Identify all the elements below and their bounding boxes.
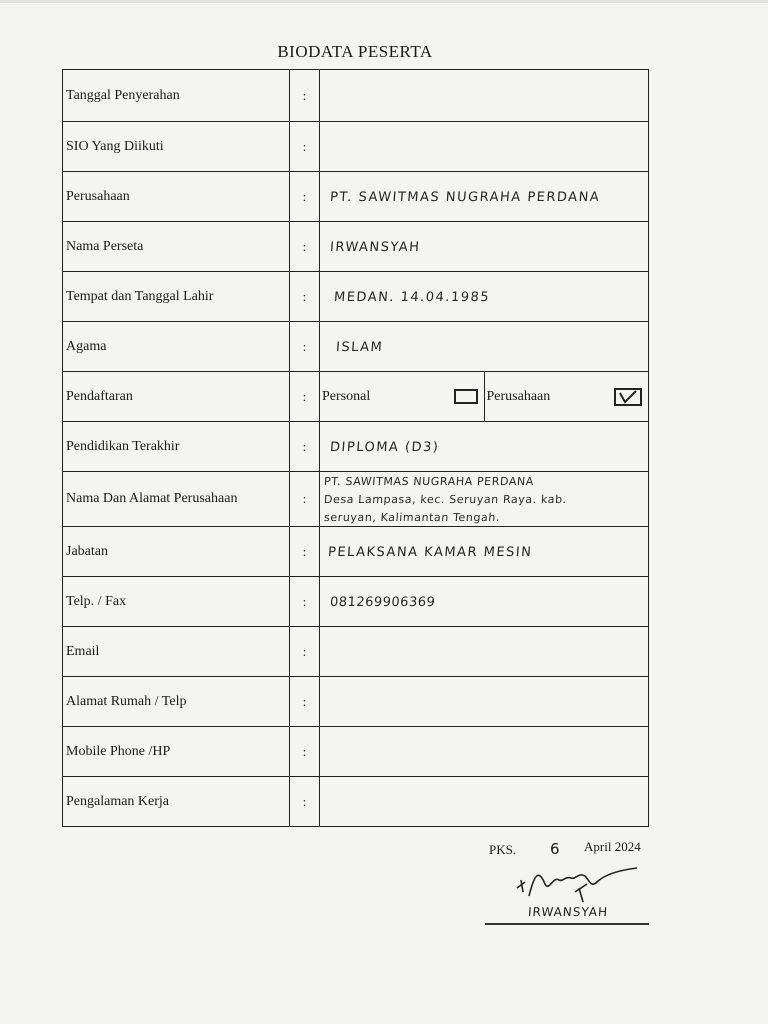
signature-line bbox=[485, 923, 649, 925]
row-colon: : bbox=[290, 422, 320, 472]
row-value bbox=[320, 577, 649, 627]
row-value bbox=[320, 122, 649, 172]
row-label: Jabatan bbox=[63, 527, 290, 577]
row-value bbox=[320, 627, 649, 677]
table-row bbox=[63, 122, 649, 172]
handwritten-value: IRWANSYAH bbox=[329, 239, 421, 255]
page-top-edge bbox=[0, 0, 768, 3]
row-colon: : bbox=[290, 70, 320, 122]
table-row bbox=[63, 527, 649, 577]
personal-checkbox[interactable] bbox=[454, 389, 478, 404]
row-value bbox=[320, 70, 649, 122]
row-label: Nama Perseta bbox=[63, 222, 290, 272]
signature-name: IRWANSYAH bbox=[527, 905, 609, 919]
row-colon: : bbox=[290, 122, 320, 172]
row-value bbox=[320, 472, 649, 527]
row-label: Pendaftaran bbox=[63, 372, 290, 422]
row-value bbox=[320, 272, 649, 322]
row-value bbox=[320, 222, 649, 272]
row-colon: : bbox=[290, 172, 320, 222]
table-row bbox=[63, 577, 649, 627]
row-colon: : bbox=[290, 222, 320, 272]
row-colon: : bbox=[290, 527, 320, 577]
option-personal[interactable] bbox=[320, 372, 484, 421]
row-colon: : bbox=[290, 322, 320, 372]
biodata-table bbox=[62, 69, 649, 827]
table-row bbox=[63, 372, 649, 422]
check-mark-icon bbox=[616, 390, 640, 404]
handwritten-value: DIPLOMA (D3) bbox=[329, 439, 440, 455]
row-colon: : bbox=[290, 272, 320, 322]
handwritten-value-line: seruyan, Kalimantan Tengah. bbox=[323, 511, 501, 524]
table-row bbox=[63, 422, 649, 472]
handwritten-value: 081269906369 bbox=[329, 594, 436, 610]
handwritten-value: ISLAM bbox=[335, 339, 384, 355]
row-label: Email bbox=[63, 627, 290, 677]
table-row bbox=[63, 172, 649, 222]
row-label: Mobile Phone /HP bbox=[63, 727, 290, 777]
row-label: Perusahaan bbox=[63, 172, 290, 222]
handwritten-value-line: Desa Lampasa, kec. Seruyan Raya. kab. bbox=[323, 493, 568, 506]
table-row bbox=[63, 777, 649, 827]
table-row bbox=[63, 627, 649, 677]
row-value bbox=[320, 777, 649, 827]
handwritten-value: PT. SAWITMAS NUGRAHA PERDANA bbox=[329, 189, 601, 205]
table-row bbox=[63, 472, 649, 527]
row-colon: : bbox=[290, 777, 320, 827]
row-colon: : bbox=[290, 677, 320, 727]
registration-options bbox=[320, 372, 648, 421]
row-label: Telp. / Fax bbox=[63, 577, 290, 627]
row-label: Pengalaman Kerja bbox=[63, 777, 290, 827]
table-row bbox=[63, 727, 649, 777]
row-colon: : bbox=[290, 577, 320, 627]
row-value bbox=[320, 727, 649, 777]
table-row bbox=[63, 677, 649, 727]
row-label: Nama Dan Alamat Perusahaan bbox=[63, 472, 290, 527]
footer-day: 6 bbox=[550, 840, 560, 858]
footer-place: PKS. bbox=[489, 842, 517, 857]
row-value bbox=[320, 527, 649, 577]
row-value bbox=[320, 172, 649, 222]
table-row bbox=[63, 272, 649, 322]
option-perusahaan[interactable] bbox=[484, 372, 649, 421]
table-row bbox=[63, 70, 649, 122]
table-row bbox=[63, 222, 649, 272]
handwritten-value-line: PT. SAWITMAS NUGRAHA PERDANA bbox=[323, 475, 535, 488]
row-value bbox=[320, 322, 649, 372]
row-label: Tempat dan Tanggal Lahir bbox=[63, 272, 290, 322]
perusahaan-checkbox-checked[interactable] bbox=[614, 388, 642, 406]
row-value bbox=[320, 372, 649, 422]
row-colon: : bbox=[290, 372, 320, 422]
footer-month-year: April 2024 bbox=[584, 839, 641, 854]
table-row bbox=[63, 322, 649, 372]
row-label: Alamat Rumah / Telp bbox=[63, 677, 290, 727]
page-title: BIODATA PESERTA bbox=[277, 42, 433, 61]
row-colon: : bbox=[290, 727, 320, 777]
option-personal-label: Personal bbox=[322, 388, 371, 404]
row-value bbox=[320, 422, 649, 472]
row-colon: : bbox=[290, 472, 320, 527]
row-colon: : bbox=[290, 627, 320, 677]
row-label: Tanggal Penyerahan bbox=[63, 70, 290, 122]
row-label: Pendidikan Terakhir bbox=[63, 422, 290, 472]
row-label: Agama bbox=[63, 322, 290, 372]
option-perusahaan-label: Perusahaan bbox=[486, 388, 551, 404]
row-value bbox=[320, 677, 649, 727]
handwritten-value: PELAKSANA KAMAR MESIN bbox=[327, 544, 533, 560]
handwritten-value: MEDAN. 14.04.1985 bbox=[333, 289, 491, 305]
row-label: SIO Yang Diikuti bbox=[63, 122, 290, 172]
